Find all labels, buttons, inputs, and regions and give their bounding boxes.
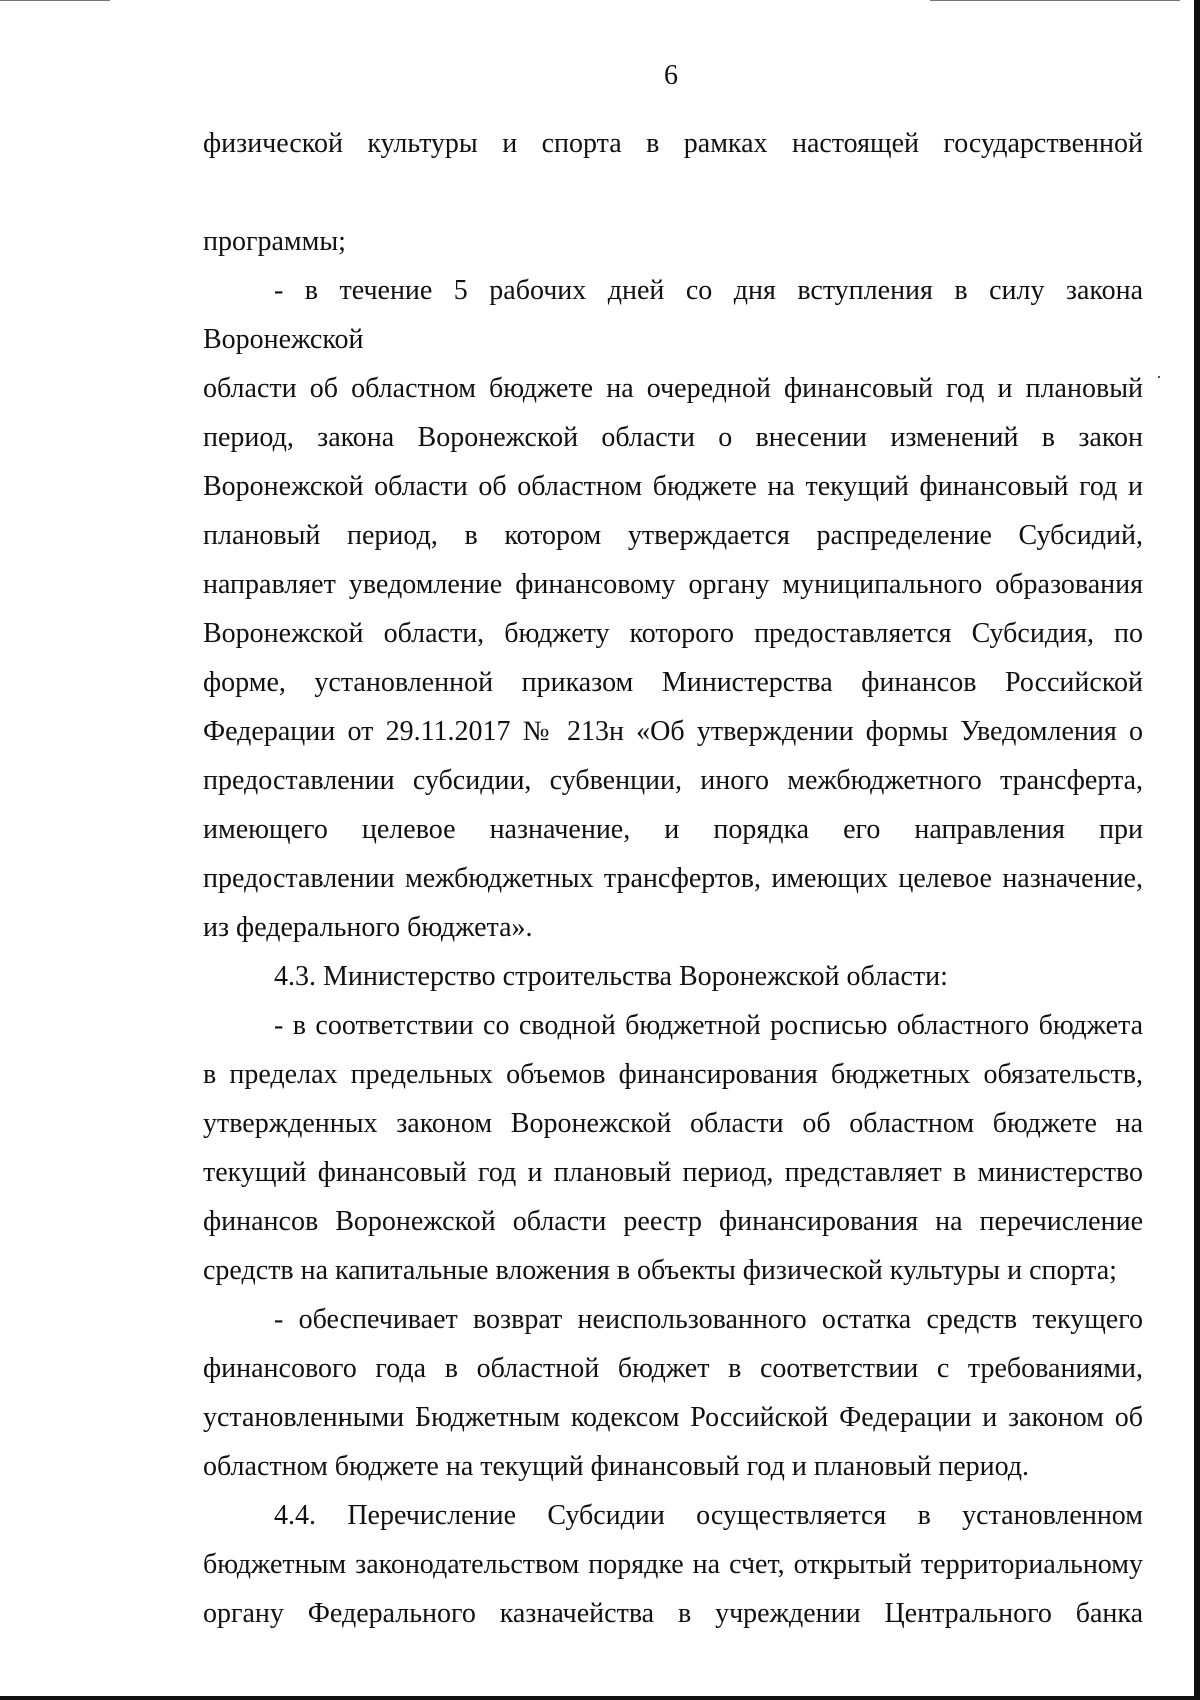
text-line: программы; — [203, 226, 346, 257]
text-line: области об областном бюджете на очередной финансовый год и плановый — [203, 373, 1143, 404]
text-line: 4.4. Перечисление Субсидии осуществляется в установленном — [274, 1500, 1143, 1531]
text-line: 4.3. Министерство строительства Воронежской области: — [274, 961, 948, 992]
text-line: утвержденных законом Воронежской области об областном бюджете на — [203, 1108, 1143, 1139]
text-line: предоставлении межбюджетных трансфертов, имеющих целевое назначение, — [203, 863, 1143, 894]
paragraph-continuation — [203, 119, 1143, 217]
text-line: имеющего целевое назначение, и порядка его направления при — [203, 814, 1143, 845]
section-4-4-transfer — [203, 1491, 1143, 1638]
paragraph-notification — [203, 266, 1143, 903]
section-heading-4-3 — [203, 952, 1143, 1001]
text-line: - обеспечивает возврат неиспользованного остатка средств текущего — [274, 1304, 1143, 1335]
text-line: бюджетным законодательством порядке на счет, открытый территориальному — [203, 1549, 1143, 1580]
text-line: направляет уведомление финансовому органу муниципального образования — [203, 569, 1143, 600]
text-line: финансового года в областной бюджет в соответствии с требованиями, — [203, 1353, 1143, 1384]
text-line: Федерации от 29.11.2017 № 213н «Об утверждении формы Уведомления о — [203, 716, 1143, 747]
scan-speck — [1158, 376, 1160, 378]
paragraph-refund-end — [203, 1442, 1143, 1491]
text-line: период, закона Воронежской области о внесении изменений в закон — [203, 422, 1143, 453]
scan-edge-right — [1194, 0, 1200, 1700]
paragraph-continuation-end — [203, 217, 1143, 266]
text-line: форме, установленной приказом Министерства финансов Российской — [203, 667, 1143, 698]
text-line: Воронежской области, бюджету которого предоставляется Субсидия, по — [203, 618, 1143, 649]
paragraph-budget-registry-end — [203, 1246, 1143, 1295]
text-line: текущий финансовый год и плановый период, представляет в министерство — [203, 1157, 1143, 1188]
text-line: финансов Воронежской области реестр финансирования на перечисление — [203, 1206, 1143, 1237]
document-body — [203, 119, 1143, 1638]
text-line: - в течение 5 рабочих дней со дня вступления в силу закона Воронежской — [203, 275, 1143, 355]
text-line: из федерального бюджета». — [203, 912, 533, 943]
text-line: органу Федерального казначейства в учреждении Центрального банка — [203, 1598, 1143, 1629]
scan-edge-top-left — [0, 0, 110, 1]
text-line: - в соответствии со сводной бюджетной росписью областного бюджета — [274, 1010, 1143, 1041]
scan-edge-top-right — [930, 0, 1180, 1]
text-line: областном бюджете на текущий финансовый год и плановый период. — [203, 1451, 1030, 1482]
text-line: в пределах предельных объемов финансирования бюджетных обязательств, — [203, 1059, 1143, 1090]
scan-edge-bottom — [0, 1696, 1200, 1700]
text-line: средств на капитальные вложения в объекты физической культуры и спорта; — [203, 1255, 1117, 1286]
paragraph-notification-end — [203, 903, 1143, 952]
text-line: Воронежской области об областном бюджете на текущий финансовый год и — [203, 471, 1143, 502]
text-line: физической культуры и спорта в рамках настоящей государственной — [203, 128, 1143, 159]
page-number: 6 — [664, 60, 678, 91]
text-line: установленными Бюджетным кодексом Российской Федерации и законом об — [203, 1402, 1143, 1433]
text-line: предоставлении субсидии, субвенции, иного межбюджетного трансферта, — [203, 765, 1143, 796]
paragraph-budget-registry — [203, 1001, 1143, 1246]
paragraph-refund — [203, 1295, 1143, 1442]
text-line: плановый период, в котором утверждается распределение Субсидий, — [203, 520, 1143, 551]
